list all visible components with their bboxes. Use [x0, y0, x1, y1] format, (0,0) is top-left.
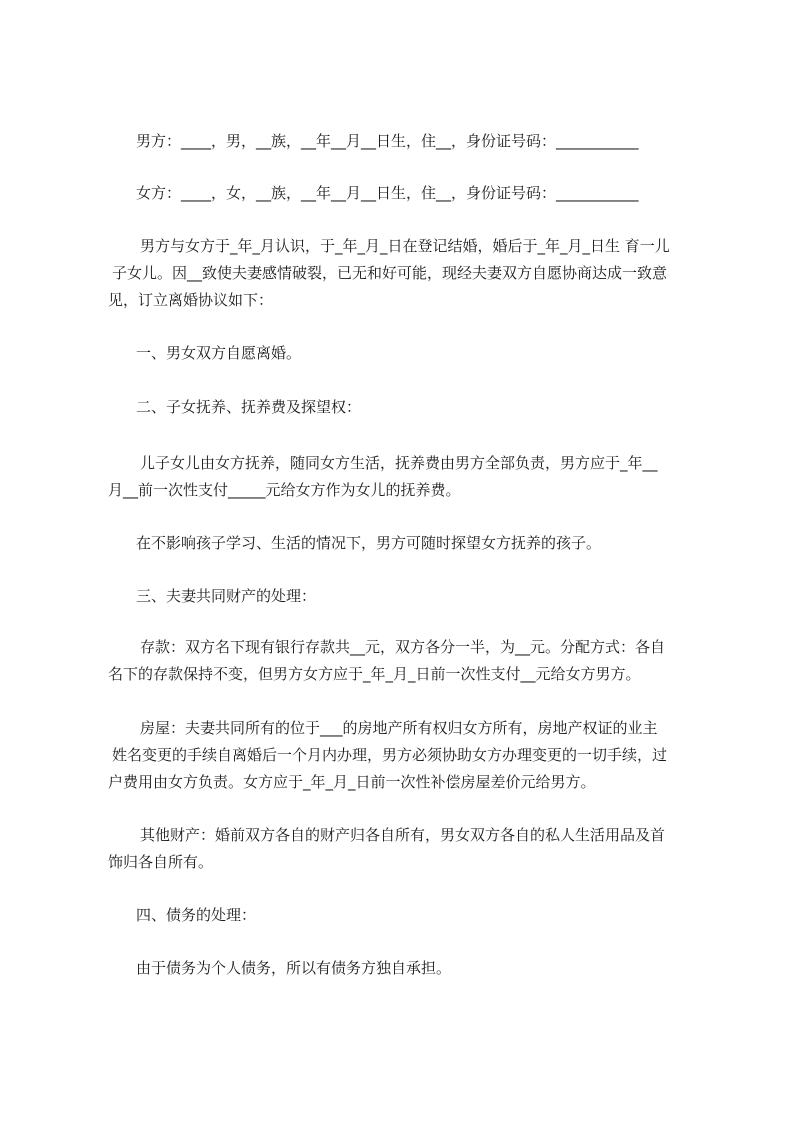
text-line: 三、夫妻共同财产的处理： [136, 587, 317, 605]
section-heading-1 [108, 340, 708, 367]
text-line: 二、子女抚养、抚养费及探望权： [136, 398, 362, 416]
text-line: 由于债务为个人债务，所以有债务方独自承担。 [136, 959, 452, 977]
paragraph-deposits [108, 634, 708, 688]
text-line: 子女儿。因__致使夫妻感情破裂，已无和好可能，现经夫妻双方自愿协商达成一致意 [112, 264, 668, 282]
text-line: 儿子女儿由女方抚养，随同女方生活，抚养费由男方全部负责，男方应于_年__ [140, 454, 658, 472]
paragraph-preamble [108, 233, 708, 314]
text-line: 女方：____，女，__族，__年__月__日生，住__，身份证号码：___________ [136, 184, 639, 202]
section-heading-3 [108, 583, 708, 610]
text-line: 其他财产：婚前双方各自的财产归各自所有，男女双方各自的私人生活用品及首 [140, 826, 666, 844]
text-line: 一、男女双方自愿离婚。 [136, 344, 302, 362]
paragraph-child-custody [108, 450, 708, 504]
text-line: 存款：双方名下现有银行存款共__元，双方各分一半，为__元。分配方式：各自 [140, 638, 666, 656]
paragraph-visitation [108, 530, 708, 557]
text-line: 见，订立离婚协议如下： [108, 291, 274, 309]
text-line: 男方：____，男，__族，__年__月__日生，住__，身份证号码：___________ [136, 132, 639, 150]
text-line: 四、债务的处理： [136, 906, 257, 924]
text-line: 姓名变更的手续自离婚后一个月内办理，男方必须协助女方办理变更的一切手续，过 [112, 746, 668, 764]
text-line: 名下的存款保持不变，但男方女方应于_年_月_日前一次性支付__元给女方男方。 [108, 665, 641, 683]
paragraph-house [108, 715, 708, 796]
text-line: 户费用由女方负责。女方应于_年_月_日前一次性补偿房屋差价元给男方。 [108, 773, 596, 791]
paragraph-female-party [108, 180, 708, 207]
section-heading-2 [108, 394, 708, 421]
section-heading-4 [108, 902, 708, 929]
text-line: 房屋：夫妻共同所有的位于___的房地产所有权归女方所有，房地产权证的业主 [140, 719, 658, 737]
text-line: 饰归各自所有。 [108, 853, 214, 871]
text-line: 在不影响孩子学习、生活的情况下，男方可随时探望女方抚养的孩子。 [136, 534, 602, 552]
paragraph-male-party [108, 128, 708, 155]
paragraph-debts [108, 955, 708, 982]
text-line: 月__前一次性支付_____元给女方作为女儿的抚养费。 [108, 481, 461, 499]
text-line: 男方与女方于_年_月认识，于_年_月_日在登记结婚，婚后于_年_月_日生 育一儿 [140, 237, 670, 255]
paragraph-other-property [108, 822, 708, 876]
